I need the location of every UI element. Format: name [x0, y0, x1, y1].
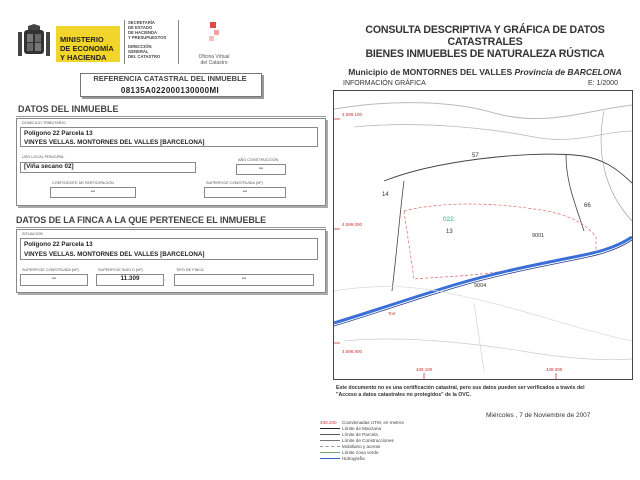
domicilio-field: Polígono 22 Parcela 13 VINYES VELLAS. MONTORNES DEL VALLES [BARCELONA]: [20, 127, 318, 147]
parcel-label-9004: 9004: [474, 283, 487, 289]
municipio-line: Municipio de MONTORNES DEL VALLES Provincia de BARCELONA: [348, 67, 622, 77]
parcel-label-57: 57: [472, 153, 479, 159]
tipo-finca-label: TIPO DE FINCA: [176, 268, 204, 272]
document-title: CONSULTA DESCRIPTIVA Y GRÁFICA DE DATOS CATASTRALES BIENES INMUEBLES DE NATURALEZA RÚSTICA: [365, 24, 605, 60]
tipo-finca-field: --: [174, 274, 314, 286]
parcel-label-9001: 9001: [532, 233, 545, 239]
section-underline: [16, 227, 326, 228]
document-date: Miércoles , 7 de Noviembre de 2007: [486, 412, 591, 419]
situacion-label: SITUACIÓN: [22, 232, 43, 236]
scale-label: E: 1/2000: [588, 80, 618, 87]
anio-field: --: [236, 164, 286, 175]
parcel-label-13: 13: [446, 229, 453, 235]
finca-sup-construida-field: --: [20, 274, 88, 286]
uso-label: USO LOCAL PRINCIPAL: [22, 155, 65, 159]
parcel-label-66: 66: [584, 203, 591, 209]
finca-section-title: DATOS DE LA FINCA A LA QUE PERTENECE EL INMUEBLE: [16, 215, 267, 225]
domicilio-label: DOMICILIO TRIBUTARIO: [22, 121, 66, 125]
referencia-value: 08135A022000130000MI: [120, 86, 220, 95]
coord-label-x2: 438.300: [546, 367, 563, 372]
finca-sup-construida-label: SUPERFICIE CONSTRUIDA (M²): [22, 268, 79, 272]
divider: [124, 20, 125, 64]
coord-label-mid: 4.599.000: [342, 222, 363, 227]
ministry-name: MINISTERIO DE ECONOMÍA Y HACIENDA: [60, 35, 114, 62]
map-small-label: Torr: [388, 311, 396, 316]
sup-suelo-label: SUPERFICIE SUELO (M²): [98, 268, 143, 272]
coord-label-x1: 438.100: [416, 367, 433, 372]
parcel-label-14: 14: [382, 192, 389, 198]
coord-label-top: 4.599.100: [342, 112, 363, 117]
divider: [178, 20, 179, 64]
secretaria-text: SECRETARÍA DE ESTADO DE HACIENDA Y PRESUPUESTOS DIRECCIÓN GENERAL DEL CATASTRO: [128, 20, 167, 59]
ovc-logo: [208, 22, 220, 44]
sup-construida-label: SUPERFICIE CONSTRUIDA (M²): [206, 181, 263, 185]
map-drawing: [334, 91, 632, 379]
sup-suelo-field: 11.309: [96, 274, 164, 286]
disclaimer-note: Este documento no es una certificación catastral, pero sus datos pueden ser verificados a través del "Acceso a datos catastrales no protegidos" de la OVC.: [336, 385, 585, 398]
section-underline: [16, 116, 326, 117]
coef-field: --: [50, 187, 136, 198]
coef-label: COEFICIENTE DE PARTICIPACIÓN: [52, 181, 114, 185]
coat-of-arms-logo: [14, 24, 54, 62]
informacion-grafica-label: INFORMACIÓN GRÁFICA: [343, 80, 426, 87]
anio-label: AÑO CONSTRUCCIÓN: [238, 158, 279, 162]
oficina-virtual-label: Oficina Virtual del Catastro: [198, 54, 230, 66]
sup-construida-field: --: [204, 187, 286, 198]
coord-label-low: 4.598.900: [342, 349, 363, 354]
map-legend: 438.200 Coordenadas UTM, en metros Límite de Manzana Límite de Parcela Límite de Construcciones Mobiliario y aceras Límite zona verde Hidrografía: [320, 420, 404, 461]
inmueble-section-title: DATOS DEL INMUEBLE: [18, 104, 119, 114]
situacion-field: Polígono 22 Parcela 13 VINYES VELLAS. MONTORNES DEL VALLES [BARCELONA]: [20, 238, 318, 260]
referencia-title: REFERENCIA CATASTRAL DEL INMUEBLE: [93, 74, 247, 83]
parcel-label-022: 022: [443, 216, 454, 223]
cadastral-map[interactable]: [333, 90, 633, 380]
uso-field: [Viña secano 02]: [20, 162, 196, 173]
